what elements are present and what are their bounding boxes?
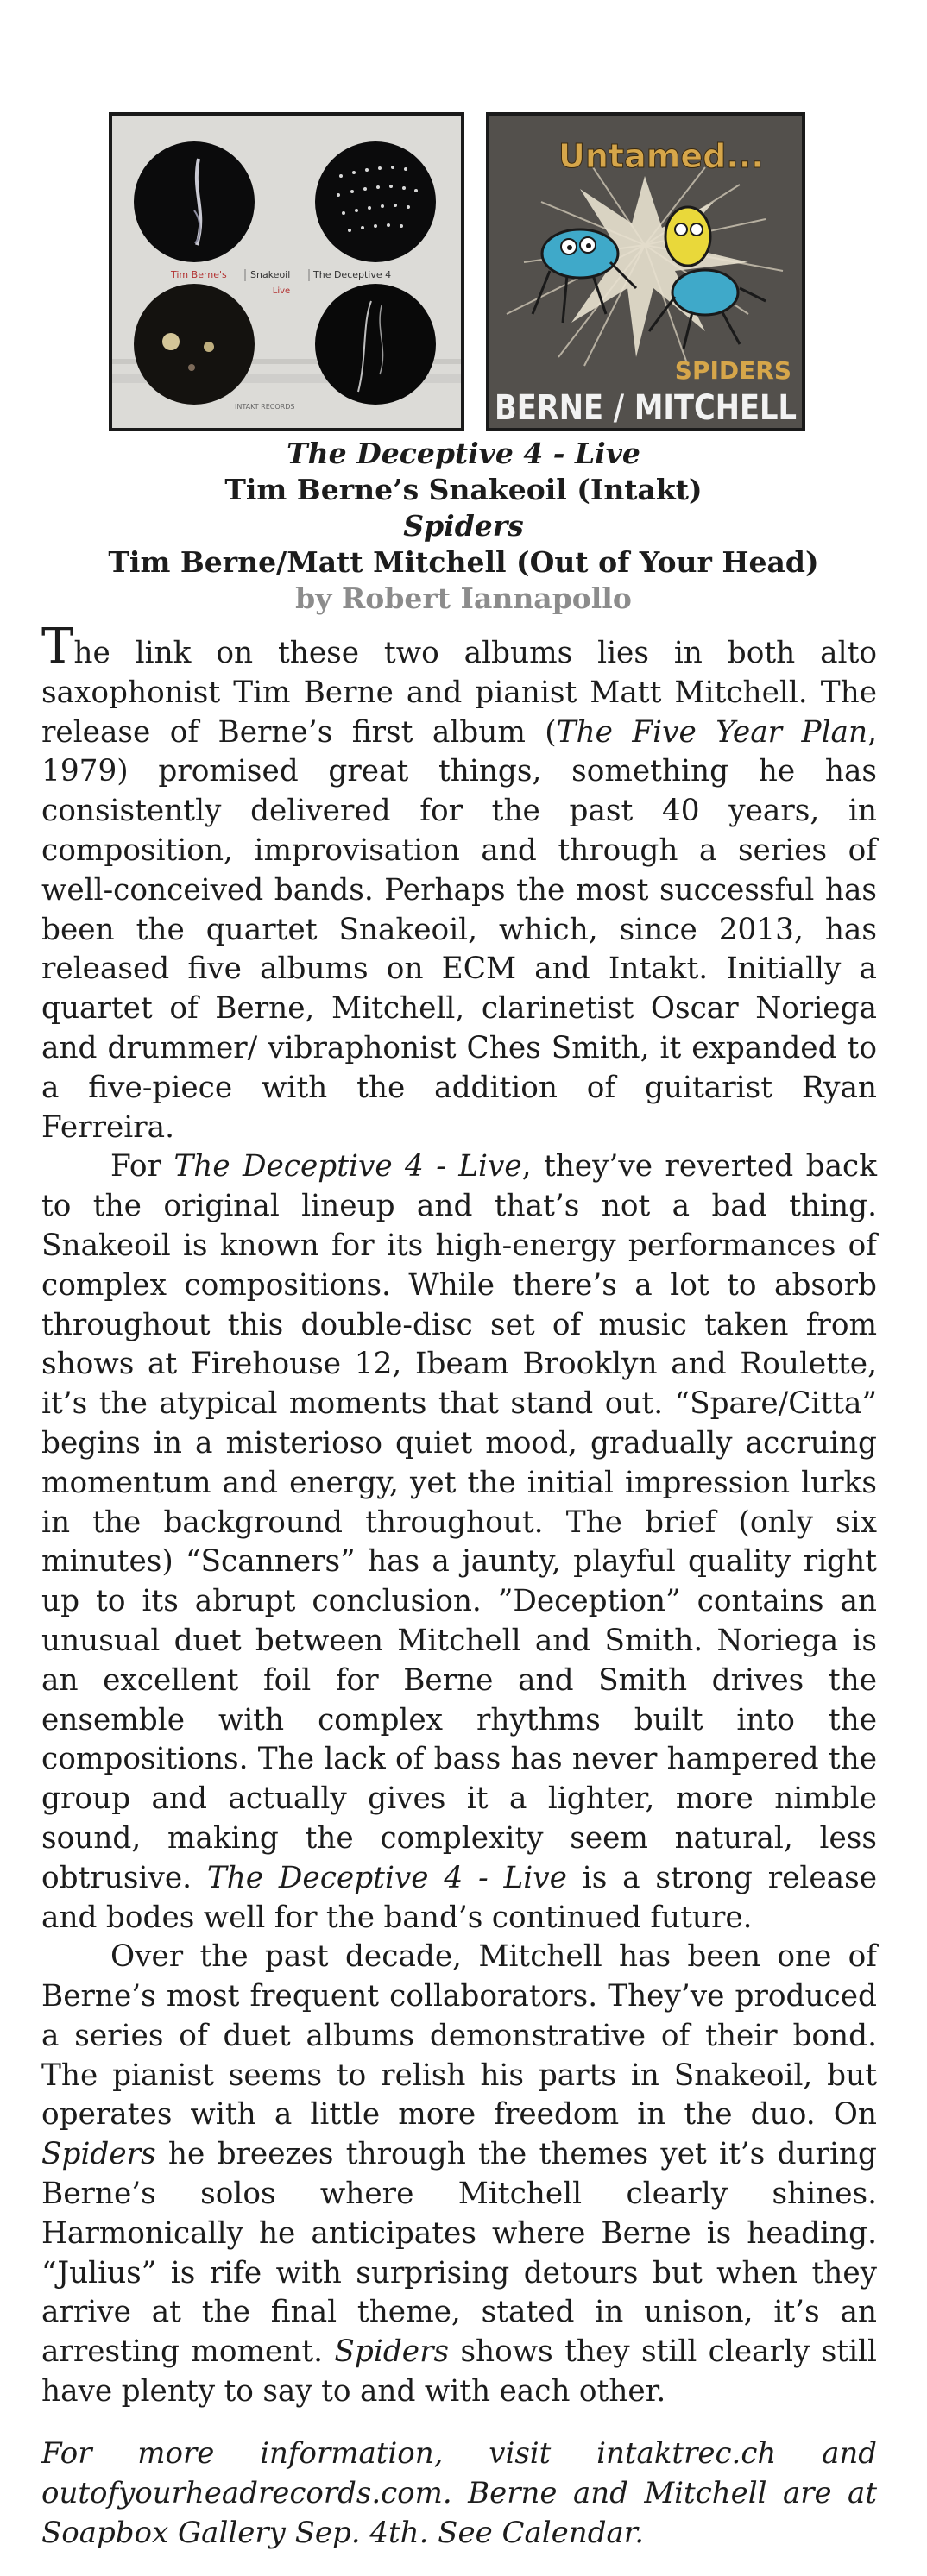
drop-cap: T [41,619,74,675]
paragraph-3-text-c: shows they still clearly still have plenty to say to and with each other. [41,2334,877,2410]
album-cover-deceptive-4-art [112,116,461,428]
cover2-artists: BERNE / MITCHELL [495,388,797,428]
paragraph-3-album-title-1: Spiders [41,2137,156,2172]
album-cover-deceptive-4 [109,112,464,431]
album1-title: The Deceptive 4 - Live [287,437,640,470]
cover1-album: The Deceptive 4 [313,269,392,280]
paragraph-3-album-title-2: Spiders [334,2334,450,2370]
cover1-band: Snakeoil [250,269,291,280]
footer-info: For more information, visit intaktrec.ch and outofyourheadrecords.com. Berne and Mitchell are at Soapbox Gallery Sep. 4th. See Calendar. [41,2436,877,2550]
paragraph-2-text-a: For [110,1149,174,1184]
paragraph-1-text-a: he link on these two albums lies in both alto saxophonist Tim Berne and pianist Matt Mitchell. The release of Berne’s first album ( [41,636,877,750]
cover1-label: INTAKT RECORDS [235,403,295,411]
album2-artist: Tim Berne/Matt Mitchell (Out of Your Head) [108,545,819,579]
review-footer [41,2435,877,2553]
byline: by Robert Iannapollo [295,581,632,615]
paragraph-3-text-a: Over the past decade, Mitchell has been one of Berne’s most frequent collaborators. They’ve produced a series of duet albums demonstrative of their bond. The pianist seems to relish his parts in Snakeoil, but operates with a little more freedom in the duo. On [41,1939,877,2133]
paragraph-2-text-b: , they’ve reverted back to the original lineup and that’s not a bad thing. Snakeoil is known for its high-energy performances of complex compositions. While there’s a lot to absorb throughout this double-disc set of music taken from shows at Firehouse 12, Ibeam Brooklyn and Roulette, it’s the atypical moments that stand out. “Spare/Citta” begins in a misterioso quiet mood, gradually accruing momentum and energy, yet the initial impression lurks in the background throughout. The brief (only six minutes) “Scanners” has a jaunty, playful quality right up to its abrupt conclusion. ”Deception” contains an unusual duet between Mitchell and Smith. Noriega is an excellent foil for Berne and Smith drives the ensemble with complex rhythms built into the compositions. The lack of bass has never hampered the group and actually gives it a lighter, more nimble sound, making the complexity seem natural, less obtrusive. [41,1149,878,1895]
cover2-title: Untamed... [558,137,764,175]
album-cover-spiders-art [489,116,802,428]
paragraph-3 [41,1938,877,2412]
review-headings [0,436,927,617]
paragraph-1-album-title: The Five Year Plan [556,714,868,750]
paragraph-2 [41,1147,877,1938]
album2-title: Spiders [403,509,524,543]
paragraph-3-text-b: he breezes through the themes yet it’s during Berne’s solos where Mitchell clearly shines. Harmonically he anticipates where Berne is heading. “Julius” is rife with surprising detours but when they arrive at the final theme, stated in unison, it’s an arresting moment. [41,2137,877,2370]
paragraph-1 [41,619,877,1147]
paragraph-2-album-title-2: The Deceptive 4 - Live [206,1860,567,1895]
paragraph-2-text-c: is a strong release and bodes well for the band’s continued future. [41,1860,877,1935]
cover1-artist: Tim Berne's [171,269,227,280]
album-cover-spiders [486,112,805,431]
album1-artist: Tim Berne’s Snakeoil (Intakt) [224,473,703,506]
cover1-sub: Live [272,286,291,296]
cover2-album: SPIDERS [674,356,791,385]
paragraph-2-album-title-1: The Deceptive 4 - Live [173,1149,522,1184]
review-body [41,619,878,2412]
paragraph-1-text-b: , 1979) promised great things, something he has consistently delivered for the past 40 years, in composition, improvisation and through a series of well-conceived bands. Perhaps the most successful has been the quartet Snakeoil, which, since 2013, has released five albums on ECM and Intakt. Initially a quartet of Berne, Mitchell, clarinetist Oscar Noriega and drummer/ vibraphonist Ches Smith, it expanded to a five-piece with the addition of guitarist Ryan Ferreira. [41,714,877,1145]
